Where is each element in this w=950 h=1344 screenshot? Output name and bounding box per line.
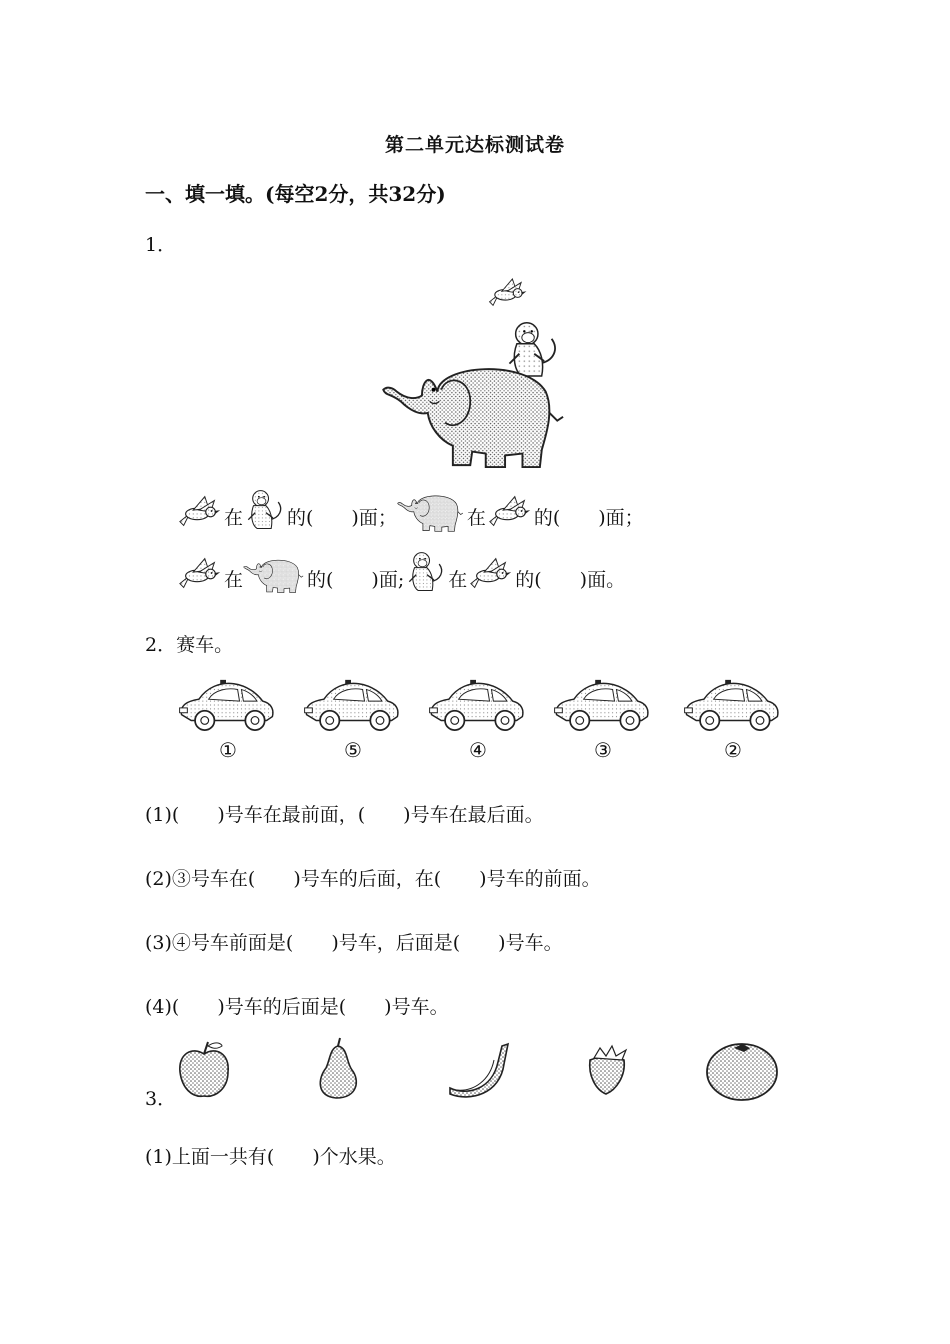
- elephant-icon: [378, 353, 578, 469]
- question-2-item-2: (2)③号车在( )号车的后面，在( )号车的前面。: [145, 868, 601, 890]
- question-2-item-1: (1)( )号车在最前面，( )号车在最后面。: [145, 804, 544, 826]
- car-label: ④: [469, 738, 487, 762]
- question-1-number: 1．: [145, 234, 177, 256]
- pear-icon: [312, 1036, 364, 1102]
- question-1-line-2: [176, 550, 625, 594]
- apple-icon: [174, 1040, 234, 1100]
- race-car-icon: [551, 676, 651, 734]
- q1-line2-text-1: 在: [224, 569, 244, 591]
- banana-icon: [446, 1040, 510, 1100]
- question-2-title: 2．赛车。: [145, 634, 234, 656]
- elephant-icon: [243, 554, 307, 594]
- race-car-icon: [301, 676, 401, 734]
- question-2-item-3: (3)④号车前面是( )号车，后面是( )号车。: [145, 932, 563, 954]
- car-label: ③: [594, 738, 612, 762]
- q1-line1-text-3: 在: [466, 507, 486, 529]
- race-car-icon: [681, 676, 781, 734]
- strawberry-icon: [584, 1046, 632, 1096]
- q1-line2-text-4: 的( )面。: [515, 569, 626, 591]
- car-label: ⑤: [344, 738, 362, 762]
- bird-icon: [486, 492, 534, 532]
- monkey-icon: [404, 550, 448, 594]
- bird-icon: [176, 492, 224, 532]
- bird-icon: [176, 554, 224, 594]
- question-3-item-1: (1)上面一共有( )个水果。: [145, 1146, 396, 1168]
- question-2-item-4: (4)( )号车的后面是( )号车。: [145, 996, 449, 1018]
- q1-line2-text-2: 的( )面;: [307, 569, 405, 591]
- bird-icon: [467, 554, 515, 594]
- page-title: 第二单元达标测试卷: [384, 134, 565, 156]
- scene-illustration: [378, 275, 578, 475]
- q1-line1-text-1: 在: [224, 507, 244, 529]
- car-label: ①: [219, 738, 237, 762]
- elephant-icon: [397, 490, 467, 532]
- car-label: ②: [724, 738, 742, 762]
- orange-icon: [704, 1040, 780, 1102]
- race-cars-row: [176, 676, 786, 776]
- q1-line2-text-3: 在: [448, 569, 468, 591]
- monkey-icon: [243, 488, 287, 532]
- question-1-line-1: [176, 488, 644, 532]
- q1-line1-text-2: 的( )面；: [287, 507, 397, 529]
- question-3-number: 3．: [145, 1088, 177, 1110]
- q1-line1-text-4: 的( )面；: [533, 507, 644, 529]
- bird-icon: [486, 275, 530, 311]
- fruits-row: [170, 1036, 790, 1106]
- race-car-icon: [426, 676, 526, 734]
- section-heading-fill-in: 一、填一填。(每空2分，共32分): [145, 182, 446, 206]
- race-car-icon: [176, 676, 276, 734]
